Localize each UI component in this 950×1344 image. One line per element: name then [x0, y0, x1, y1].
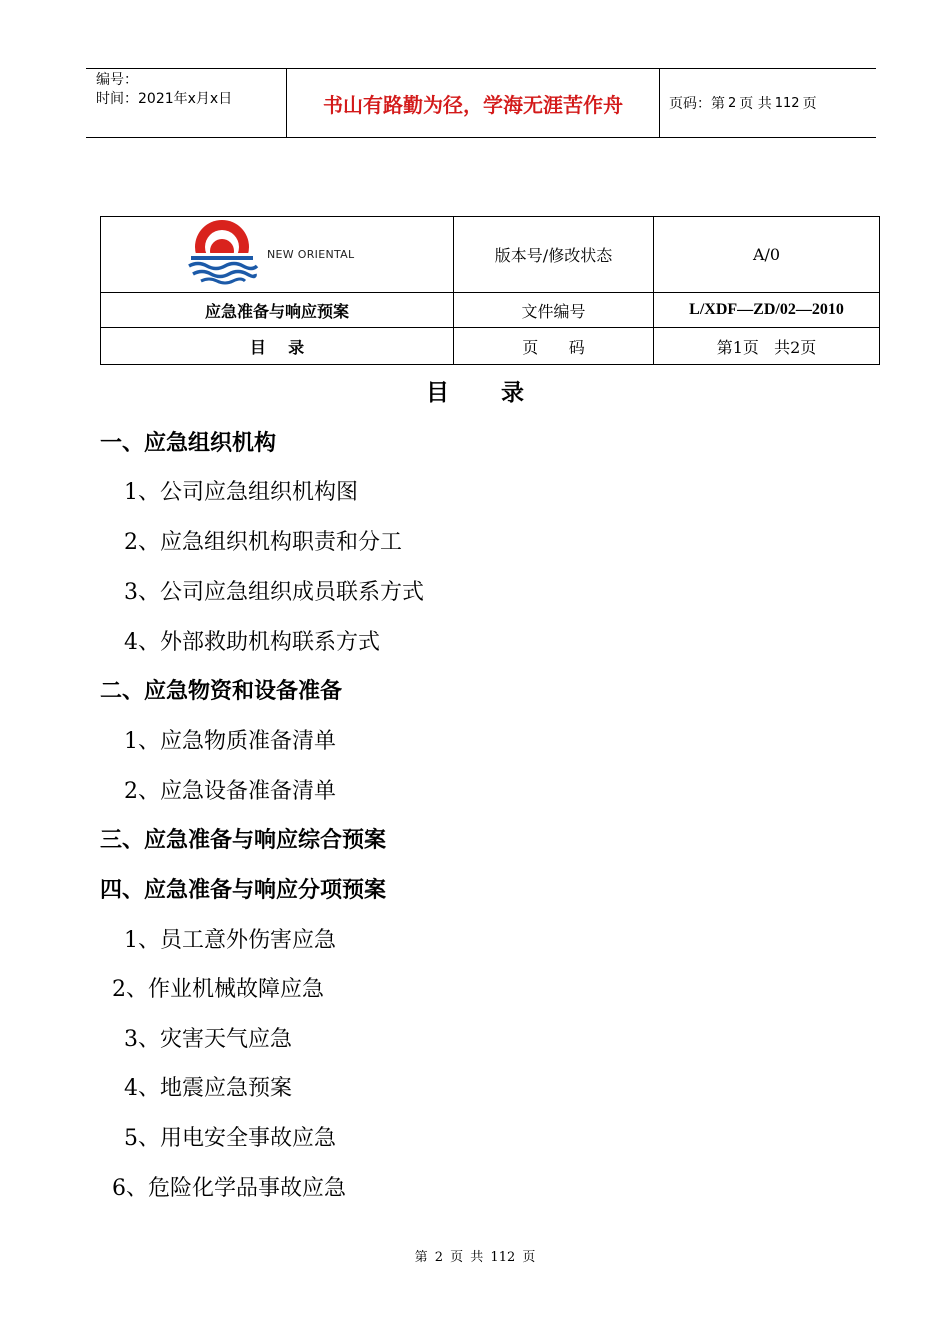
header-page-current: 2	[728, 95, 737, 111]
toc-title-right: 录	[501, 380, 524, 406]
document-info-table	[100, 216, 880, 365]
logo-text: NEW ORIENTAL	[267, 248, 355, 261]
toc-item: 4、外部救助机构联系方式	[124, 630, 380, 655]
page-value: 第1页 共2页	[654, 328, 880, 365]
version-label: 版本号/修改状态	[454, 217, 654, 293]
page-header	[86, 68, 876, 138]
toc-item: 6、危险化学品事故应急	[112, 1176, 346, 1201]
header-page-info	[660, 69, 876, 137]
header-page-total: 112	[774, 95, 800, 111]
section-label: 目 录	[101, 328, 454, 365]
toc-heading-2: 二、应急物资和设备准备	[100, 679, 343, 704]
document-title: 应急准备与响应预案	[101, 293, 454, 328]
header-page-prefix: 页码：第	[669, 96, 725, 112]
toc-heading-3: 三、应急准备与响应综合预案	[100, 828, 387, 853]
version-value: A/0	[654, 217, 880, 293]
toc-item: 2、应急组织机构职责和分工	[124, 530, 402, 555]
toc-title-left: 目	[426, 380, 449, 406]
header-meta	[86, 69, 287, 137]
header-date: 时间：2021年x月x日	[96, 91, 233, 107]
toc-item: 3、灾害天气应急	[124, 1027, 292, 1052]
toc-item: 1、公司应急组织机构图	[124, 480, 358, 505]
header-code-label: 编号：	[96, 72, 138, 88]
new-oriental-logo-icon	[185, 219, 259, 291]
toc-item: 1、员工意外伤害应急	[124, 928, 336, 953]
toc-item: 2、应急设备准备清单	[124, 779, 336, 804]
toc-heading-4: 四、应急准备与响应分项预案	[100, 878, 387, 903]
toc-item: 2、作业机械故障应急	[112, 977, 324, 1002]
header-page-suffix: 页	[802, 96, 817, 112]
file-number-value: L/XDF—ZD/02—2010	[654, 293, 880, 328]
file-number-label: 文件编号	[454, 293, 654, 328]
header-page-mid: 页 共	[739, 96, 772, 112]
toc-title	[0, 374, 950, 407]
toc-heading-1: 一、应急组织机构	[100, 431, 277, 456]
header-motto: 书山有路勤为径，学海无涯苦作舟	[287, 69, 660, 137]
page-label: 页 码	[454, 328, 654, 365]
page-footer: 第 2 页 共 112 页	[414, 1250, 536, 1265]
logo-cell	[101, 217, 454, 293]
toc-item: 1、应急物质准备清单	[124, 729, 336, 754]
toc-item: 3、公司应急组织成员联系方式	[124, 580, 424, 605]
toc-item: 5、用电安全事故应急	[124, 1126, 336, 1151]
toc-item: 4、地震应急预案	[124, 1076, 292, 1101]
